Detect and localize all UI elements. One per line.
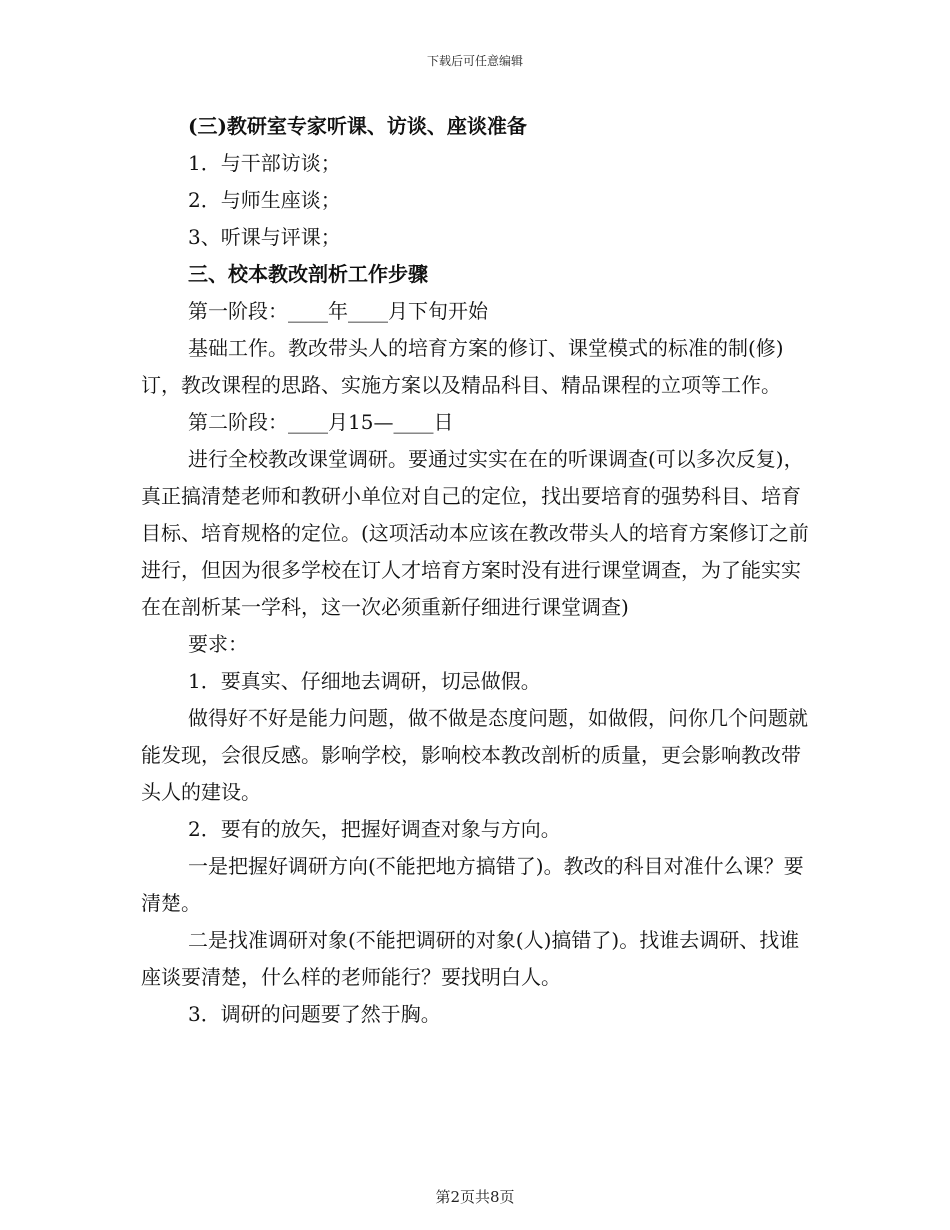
phase-one-paragraph: 基础工作。教改带头人的培育方案的修订、课堂模式的标准的制(修)订，教改课程的思路、实施方案以及精品科目、精品课程的立项等工作。: [141, 336, 784, 397]
requirement-2-paragraph-b: 二是找准调研对象(不能把调研的对象(人)搞错了)。找谁去调研、找谁座谈要清楚，什么样的老师能行？要找明白人。: [141, 928, 800, 989]
phase-two-heading: 第二阶段：____月15—____日: [188, 410, 454, 434]
phase-two-paragraph: 进行全校教改课堂调研。要通过实实在在的听课调查(可以多次反复)，真正搞清楚老师和教研小单位对自己的定位，找出要培育的强势科目、培育目标、培育规格的定位。(这项活动本应该在教改带头人的培育方案修订之前进行，但因为很多学校在订人才培育方案时没有进行课堂调查，为了能实实在在剖析某一学科，这一次必须重新仔细进行课堂调查): [141, 447, 809, 619]
requirement-2-paragraph-a: 一是把握好调研方向(不能把地方搞错了)。教改的科目对准什么课？要清楚。: [141, 854, 804, 915]
section-heading-expert-prep: (三)教研室专家听课、访谈、座谈准备: [188, 114, 527, 138]
requirement-1-paragraph: 做得好不好是能力问题，做不做是态度问题，如做假，问你几个问题就能发现，会很反感。影响学校，影响校本教改剖析的质量，更会影响教改带头人的建设。: [141, 706, 808, 804]
list-item-teacher-student-discussion: 2．与师生座谈；: [188, 188, 341, 212]
list-item-cadre-interview: 1．与干部访谈；: [188, 151, 341, 175]
section-heading-work-steps: 三、校本教改剖析工作步骤: [188, 262, 428, 286]
page-footer: 第2页共8页: [435, 1188, 515, 1206]
phase-one-heading: 第一阶段：____年____月下旬开始: [188, 299, 488, 323]
requirement-item-1: 1．要真实、仔细地去调研，切忌做假。: [188, 669, 541, 693]
page-header: 下载后可任意编辑: [426, 54, 523, 68]
list-item-lesson-observation: 3、听课与评课；: [188, 225, 341, 249]
page-body: [141, 108, 811, 1033]
requirement-item-2: 2．要有的放矢，把握好调查对象与方向。: [188, 817, 561, 841]
requirement-item-3: 3．调研的问题要了然于胸。: [188, 1002, 441, 1026]
requirements-label: 要求：: [188, 632, 248, 656]
